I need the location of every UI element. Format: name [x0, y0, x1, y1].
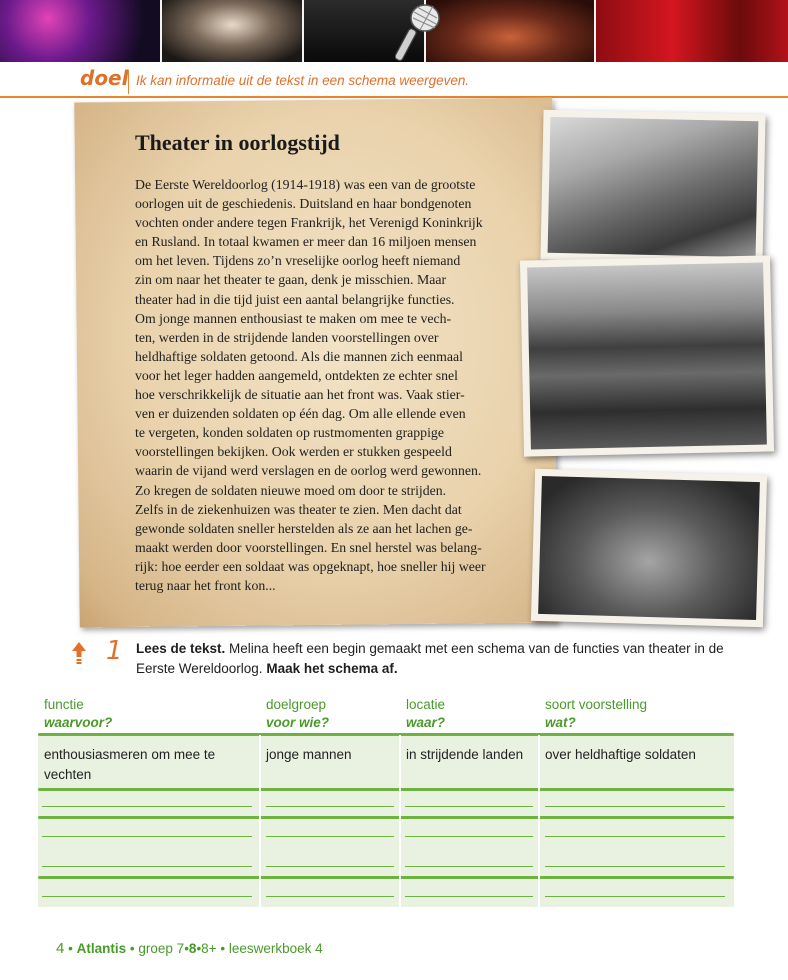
answer-line[interactable]	[266, 806, 394, 807]
column-divider	[538, 735, 540, 907]
instruction-bold-complete: Maak het schema af.	[266, 661, 398, 676]
answer-line[interactable]	[266, 836, 394, 837]
theater-audience-photo	[426, 0, 594, 62]
goal-label: doel	[80, 66, 129, 90]
goal-row	[0, 62, 788, 98]
column-subtitle: voor wie?	[266, 715, 330, 730]
column-header-locatie	[406, 697, 445, 733]
exercise-number: 1	[106, 636, 123, 666]
answer-line[interactable]	[545, 806, 725, 807]
article-line: waarin de vijand werd verslagen en de oorlog werd gewonnen.	[135, 463, 482, 479]
answer-line[interactable]	[405, 806, 533, 807]
photo-soldiers-railway	[540, 110, 765, 265]
group-prefix: groep 7	[138, 941, 185, 956]
photo-field-theater-stage	[520, 255, 774, 456]
group-suffix: 8+	[201, 941, 217, 956]
answer-line[interactable]	[42, 806, 252, 807]
article-line: heldhaftige soldaten getoond. Als die mannen zich eenmaal	[135, 348, 463, 364]
article-line: gewonde soldaten sneller herstelden als ze aan het lachen ge-	[135, 520, 473, 536]
answer-line[interactable]	[42, 896, 252, 897]
article-line: te vergeten, konden soldaten op rustmomenten grappige	[135, 425, 444, 441]
column-title: locatie	[406, 697, 446, 712]
answer-line[interactable]	[405, 836, 533, 837]
cell-doelgroep: jonge mannen	[266, 747, 352, 762]
article-line: Om jonge mannen enthousiast te maken om mee te vech-	[135, 310, 452, 326]
answer-line[interactable]	[266, 896, 394, 897]
article-line: voor het leger hadden aangemeld, ontdekten ze echter snel	[135, 367, 458, 383]
footer-bullet: •	[68, 941, 73, 956]
workbook-name: leeswerkboek 4	[228, 941, 323, 956]
instruction-bold-read: Lees de tekst.	[136, 641, 226, 656]
article-title: Theater in oorlogstijd	[135, 130, 340, 155]
column-header-doelgroep	[266, 697, 329, 733]
article-line: ven er duizenden soldaten op één dag. Om alle ellende even	[135, 406, 466, 422]
article-line: Zo kregen de soldaten nieuwe moed om door te strijden.	[135, 482, 447, 498]
article-line: rijk: hoe eerder een soldaat was opgeknapt, hoe sneller hij weer	[135, 558, 486, 574]
column-header-soort-voorstelling	[545, 697, 647, 733]
photo-soldiers-audience	[531, 469, 767, 627]
article-line: om het leven. Tijdens zo’n vreselijke oorlog heeft niemand	[135, 253, 461, 269]
column-divider	[399, 735, 401, 907]
header-banner	[0, 0, 788, 62]
page-footer: 4 • Atlantis • groep 7•8•8+ • leeswerkboek 4	[56, 940, 323, 957]
footer-bullet: •	[129, 941, 135, 956]
column-subtitle: wat?	[545, 715, 576, 730]
row-rule	[38, 788, 734, 791]
column-header-functie	[44, 697, 112, 733]
row-rule	[38, 816, 734, 819]
answer-line[interactable]	[405, 896, 533, 897]
column-subtitle: waarvoor?	[44, 715, 113, 730]
book-title: Atlantis	[76, 941, 127, 956]
footer-bullet: •	[220, 941, 226, 956]
column-subtitle: waar?	[406, 715, 446, 730]
answer-line[interactable]	[405, 866, 533, 867]
article-line: terug naar het front kon...	[135, 577, 276, 593]
article-line: oorlogen uit de geschiedenis. Duitsland en haar bondgenoten	[135, 196, 472, 212]
column-divider	[259, 735, 261, 907]
goal-text: Ik kan informatie uit de tekst in een schema weergeven.	[136, 73, 470, 88]
column-title: functie	[44, 697, 84, 712]
answer-line[interactable]	[545, 836, 725, 837]
group-middle: 8	[188, 941, 197, 956]
article-line: vochten onder andere tegen Frankrijk, het Verenigd Koninkrijk	[135, 215, 483, 231]
article-body	[135, 175, 545, 595]
answer-line[interactable]	[42, 866, 252, 867]
answer-line[interactable]	[42, 836, 252, 837]
answer-line[interactable]	[545, 866, 725, 867]
microphone-icon	[395, 2, 443, 62]
article-line: maakt werden door voorstellingen. En snel herstel was belang-	[135, 539, 482, 555]
goal-separator	[128, 70, 129, 94]
article-line: en Rusland. In totaal kwamen er meer dan 16 miljoen mensen	[135, 234, 477, 250]
article-line: voorstellingen bekijken. Ook werden er stukken gespeeld	[135, 444, 452, 460]
up-arrow-icon	[72, 642, 86, 664]
answer-line[interactable]	[266, 866, 394, 867]
article-line: De Eerste Wereldoorlog (1914-1918) was een van de grootste	[135, 177, 476, 192]
column-title: soort voorstelling	[545, 697, 648, 712]
article-line: Zelfs in de ziekenhuizen was theater te zien. Men dacht dat	[135, 501, 462, 517]
article-line: hoe verschrikkelijk de situatie aan het front was. Vaak stier-	[135, 387, 465, 403]
stage-curtain-photo	[596, 0, 788, 62]
row-rule	[38, 876, 734, 879]
column-title: doelgroep	[266, 697, 327, 712]
cell-soort-voorstelling: over heldhaftige soldaten	[545, 747, 696, 762]
article-line: ten, werden in de strijdende landen voorstellingen over	[135, 329, 439, 345]
cell-locatie: in strijdende landen	[406, 747, 524, 762]
answer-line[interactable]	[545, 896, 725, 897]
article-line: theater had in die tijd juist een aantal belangrijke functies.	[135, 291, 455, 307]
performers-photo	[0, 0, 160, 62]
article-line: zin om naar het theater te gaan, denk je misschien. Maar	[135, 272, 447, 288]
cell-functie: enthousiasmeren om mee te vechten	[44, 747, 216, 782]
page-number: 4	[56, 940, 65, 957]
singer-photo	[162, 0, 302, 62]
table-header-rule	[38, 733, 734, 736]
instruction-text: Melina heeft een begin gemaakt met een schema van de functies van theater in de Eerste Wereldoorlog.	[136, 641, 724, 676]
exercise-instruction	[136, 639, 756, 679]
